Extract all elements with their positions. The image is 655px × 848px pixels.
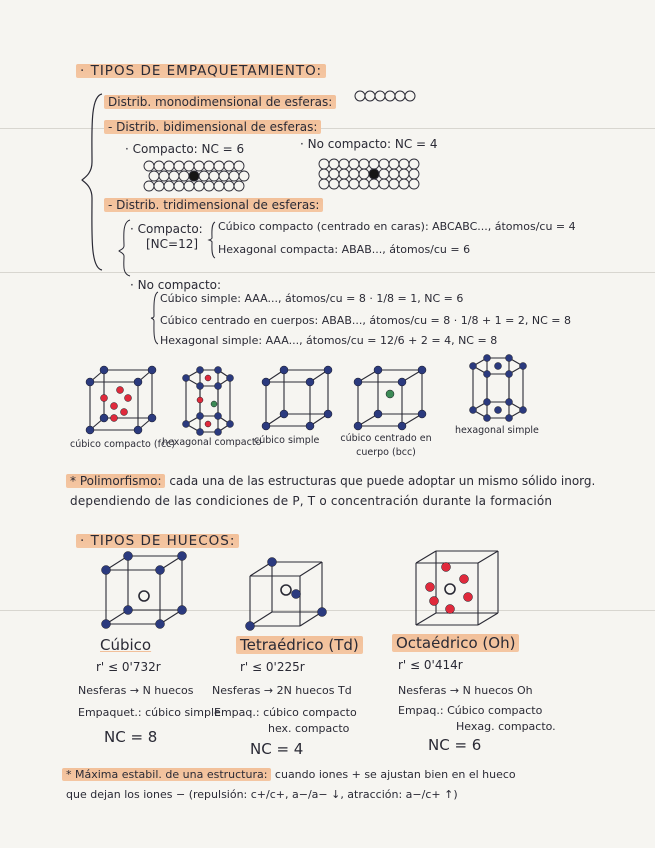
corner-atom xyxy=(197,367,204,374)
corner-atom xyxy=(484,371,491,378)
sphere xyxy=(359,179,369,189)
tri-dist: - Distrib. tridimensional de esferas: xyxy=(104,198,323,212)
corner-atom xyxy=(506,355,513,362)
caption-hcp: hexagonal compacto xyxy=(162,437,262,448)
hueco-cubico-name: Cúbico xyxy=(100,636,152,654)
sphere xyxy=(355,91,365,101)
face-atom xyxy=(111,415,118,422)
corner-atom xyxy=(183,421,190,428)
hex-simple-cell-drawing xyxy=(465,352,537,422)
sphere xyxy=(389,179,399,189)
face-atom xyxy=(426,583,435,592)
section-title-huecos: · TIPOS DE HUECOS: xyxy=(76,534,239,548)
sphere xyxy=(379,169,389,179)
no-compacto-label: · No compacto: xyxy=(130,278,222,292)
corner-atom xyxy=(484,355,491,362)
sphere xyxy=(399,169,409,179)
corner-atom xyxy=(134,378,142,386)
sphere xyxy=(174,161,184,171)
caption-sc: cúbico simple xyxy=(254,435,320,446)
hole-marker xyxy=(139,591,149,601)
corner-atom xyxy=(86,426,94,434)
corner-atom xyxy=(215,413,222,420)
sphere xyxy=(369,159,379,169)
sphere xyxy=(179,171,189,181)
bi-compacto: · Compacto: NC = 6 xyxy=(125,142,245,156)
sphere xyxy=(144,181,154,191)
corner-atom xyxy=(148,366,156,374)
bi-no-compacto: · No compacto: NC = 4 xyxy=(300,137,438,151)
sphere xyxy=(409,169,419,179)
hueco-cubico-drawing xyxy=(100,550,190,632)
brace-no-compacto xyxy=(150,290,160,346)
corner-atom xyxy=(470,407,477,414)
sphere xyxy=(224,181,234,191)
sphere xyxy=(339,179,349,189)
hole-marker xyxy=(445,584,455,594)
corner-atom xyxy=(102,566,111,575)
hueco-cubico-nc: NC = 8 xyxy=(104,728,158,746)
tetra-atom xyxy=(246,622,255,631)
sphere xyxy=(209,171,219,181)
sphere xyxy=(234,181,244,191)
sphere xyxy=(154,161,164,171)
hcp-cell-drawing xyxy=(176,360,240,435)
sphere xyxy=(164,161,174,171)
face-atom xyxy=(125,395,132,402)
corner-atom xyxy=(262,422,270,430)
sc-cell-drawing xyxy=(258,360,338,430)
corner-atom xyxy=(324,410,332,418)
face-atom xyxy=(460,575,469,584)
corner-atom xyxy=(124,552,133,561)
sphere xyxy=(339,159,349,169)
sphere xyxy=(405,91,415,101)
caption-bcc: cúbico centrado en cuerpo (bcc) xyxy=(340,433,432,458)
corner-atom xyxy=(484,415,491,422)
cubico-compacto-text: Cúbico compacto (centrado en caras): ABCABC..., átomos/cu = 4 xyxy=(218,220,576,233)
hueco-octa-drawing xyxy=(410,545,500,627)
cell-edge xyxy=(478,613,498,625)
fcc-cell-drawing xyxy=(80,360,160,435)
polimorfismo-line2: dependiendo de las condiciones de P, T o concentración durante la formación xyxy=(70,494,553,508)
tetra-atom xyxy=(318,608,327,617)
corner-atom xyxy=(86,378,94,386)
face-atom xyxy=(111,403,118,410)
face-atom xyxy=(442,563,451,572)
corner-atom xyxy=(134,426,142,434)
compacto-nc: [NC=12] xyxy=(146,237,199,251)
sphere xyxy=(369,179,379,189)
corner-atom xyxy=(215,429,222,436)
sphere xyxy=(214,181,224,191)
hueco-cubico-ratio: r' ≤ 0'732r xyxy=(96,660,161,674)
sphere xyxy=(329,179,339,189)
compacto-label: · Compacto: xyxy=(130,222,203,236)
hueco-octa-ratio: r' ≤ 0'414r xyxy=(398,658,463,672)
sphere xyxy=(154,181,164,191)
hueco-octa-line3: Hexag. compacto. xyxy=(456,720,556,733)
center-atom xyxy=(386,390,394,398)
mono-spheres-row xyxy=(353,88,423,104)
sphere xyxy=(399,159,409,169)
sphere xyxy=(199,171,209,181)
corner-atom xyxy=(506,399,513,406)
corner-atom xyxy=(470,363,477,370)
corner-atom xyxy=(398,422,406,430)
corner-atom xyxy=(197,429,204,436)
sphere xyxy=(375,91,385,101)
sphere xyxy=(174,181,184,191)
sphere xyxy=(224,161,234,171)
corner-atom xyxy=(484,399,491,406)
inner-atom xyxy=(197,397,203,403)
sphere xyxy=(365,91,375,101)
cell-edge xyxy=(300,562,322,576)
inner-atom xyxy=(211,401,217,407)
sphere xyxy=(194,181,204,191)
mono-dist: Distrib. monodimensional de esferas: xyxy=(104,95,336,109)
sphere xyxy=(359,159,369,169)
sphere xyxy=(204,181,214,191)
corner-atom xyxy=(102,620,111,629)
corner-atom xyxy=(374,366,382,374)
corner-atom xyxy=(418,410,426,418)
sphere xyxy=(409,159,419,169)
sphere xyxy=(204,161,214,171)
hole-marker xyxy=(281,585,291,595)
corner-atom xyxy=(262,378,270,386)
corner-atom xyxy=(306,422,314,430)
sphere xyxy=(319,169,329,179)
bcc-cell-drawing xyxy=(350,360,432,430)
bi-dist: - Distrib. bidimensional de esferas: xyxy=(104,120,321,134)
corner-atom xyxy=(306,378,314,386)
hueco-octa-name: Octaédrico (Oh) xyxy=(392,636,519,650)
sphere xyxy=(409,179,419,189)
cell-edge xyxy=(416,613,436,625)
hueco-tetra-line3: hex. compacto xyxy=(268,722,350,735)
corner-atom xyxy=(227,375,234,382)
corner-atom xyxy=(506,371,513,378)
corner-atom xyxy=(418,366,426,374)
cell-edge xyxy=(478,551,498,563)
sphere xyxy=(349,179,359,189)
corner-atom xyxy=(398,378,406,386)
sphere xyxy=(184,181,194,191)
sphere xyxy=(399,179,409,189)
corner-atom xyxy=(520,407,527,414)
sphere xyxy=(149,171,159,181)
sphere xyxy=(349,159,359,169)
hexagonal-compacta-text: Hexagonal compacta: ABAB..., átomos/cu = 6 xyxy=(218,243,471,256)
face-atom xyxy=(205,421,211,427)
page-rule xyxy=(0,610,655,611)
hueco-tetra-line1: Nesferas → 2N huecos Td xyxy=(212,684,352,697)
corner-atom xyxy=(156,620,165,629)
brace-compacto xyxy=(208,220,218,260)
footer-line1: * Máxima estabil. de una estructura: cuando iones + se ajustan bien en el hueco xyxy=(62,768,516,782)
sphere xyxy=(389,169,399,179)
center-atom xyxy=(495,407,502,414)
corner-atom xyxy=(215,367,222,374)
center-atom xyxy=(495,363,502,370)
corner-atom xyxy=(215,383,222,390)
caption-hex-simple: hexagonal simple xyxy=(455,425,539,436)
footer-line2: que dejan los iones − (repulsión: c+/c+, a−/a− ↓, atracción: a−/c+ ↑) xyxy=(66,788,458,801)
corner-atom xyxy=(124,606,133,615)
corner-atom xyxy=(156,566,165,575)
hueco-tetra-drawing xyxy=(244,550,324,630)
sphere xyxy=(349,169,359,179)
sphere xyxy=(389,159,399,169)
face-atom xyxy=(430,597,439,606)
sphere xyxy=(329,159,339,169)
corner-atom xyxy=(178,606,187,615)
face-atom xyxy=(101,395,108,402)
noncompact-layer-drawing xyxy=(318,158,428,194)
corner-atom xyxy=(197,413,204,420)
corner-atom xyxy=(197,383,204,390)
hueco-cubico-line1: Nesferas → N huecos xyxy=(78,684,194,697)
corner-atom xyxy=(354,378,362,386)
cell-edge xyxy=(416,551,436,563)
sphere xyxy=(339,169,349,179)
corner-atom xyxy=(280,366,288,374)
hexagonal-simple-text: Hexagonal simple: AAA..., átomos/cu = 12/6 + 2 = 4, NC = 8 xyxy=(160,334,498,347)
sphere xyxy=(319,179,329,189)
hueco-tetra-nc: NC = 4 xyxy=(250,740,304,758)
face-atom xyxy=(205,375,211,381)
hueco-tetra-line2: Empaq.: cúbico compacto xyxy=(214,706,357,719)
corner-atom xyxy=(506,415,513,422)
corner-atom xyxy=(227,421,234,428)
tetra-atom xyxy=(292,590,301,599)
cubico-centrado-text: Cúbico centrado en cuerpos: ABAB..., átomos/cu = 8 · 1/8 + 1 = 2, NC = 8 xyxy=(160,314,571,327)
brace-main xyxy=(80,92,110,272)
hueco-tetra-name: Tetraédrico (Td) xyxy=(236,638,363,652)
hueco-octa-line1: Nesferas → N huecos Oh xyxy=(398,684,533,697)
corner-atom xyxy=(100,414,108,422)
face-atom xyxy=(446,605,455,614)
sphere xyxy=(229,171,239,181)
sphere xyxy=(359,169,369,179)
corner-atom xyxy=(183,375,190,382)
section-title-empaquetamiento: · TIPOS DE EMPAQUETAMIENTO: xyxy=(76,64,326,78)
sphere xyxy=(329,169,339,179)
central-sphere xyxy=(369,169,379,179)
sphere xyxy=(169,171,179,181)
face-atom xyxy=(121,409,128,416)
face-atom xyxy=(117,387,124,394)
face-atom xyxy=(464,593,473,602)
corner-atom xyxy=(520,363,527,370)
sphere xyxy=(379,179,389,189)
hueco-tetra-ratio: r' ≤ 0'225r xyxy=(240,660,305,674)
corner-atom xyxy=(354,422,362,430)
sphere xyxy=(385,91,395,101)
hueco-octa-nc: NC = 6 xyxy=(428,736,482,754)
sphere xyxy=(239,171,249,181)
sphere xyxy=(319,159,329,169)
corner-atom xyxy=(178,552,187,561)
corner-atom xyxy=(324,366,332,374)
caption-fcc: cúbico compacto (fcc) xyxy=(70,439,176,450)
cubico-simple-text: Cúbico simple: AAA..., átomos/cu = 8 · 1/8 = 1, NC = 6 xyxy=(160,292,464,305)
corner-atom xyxy=(100,366,108,374)
page-rule xyxy=(0,272,655,273)
sphere xyxy=(159,171,169,181)
corner-atom xyxy=(374,410,382,418)
sphere xyxy=(395,91,405,101)
sphere xyxy=(144,161,154,171)
sphere xyxy=(194,161,204,171)
sphere xyxy=(219,171,229,181)
sphere xyxy=(164,181,174,191)
hueco-octa-line2: Empaq.: Cúbico compacto xyxy=(398,704,543,717)
sphere xyxy=(214,161,224,171)
sphere xyxy=(234,161,244,171)
central-sphere xyxy=(189,171,199,181)
tetra-atom xyxy=(268,558,277,567)
compact-layer-drawing xyxy=(143,160,253,196)
corner-atom xyxy=(148,414,156,422)
hueco-cubico-line2: Empaquet.: cúbico simple xyxy=(78,706,221,719)
polimorfismo-line1: * Polimorfismo: cada una de las estructuras que puede adoptar un mismo sólido inorg. xyxy=(66,474,595,488)
sphere xyxy=(379,159,389,169)
sphere xyxy=(184,161,194,171)
corner-atom xyxy=(280,410,288,418)
